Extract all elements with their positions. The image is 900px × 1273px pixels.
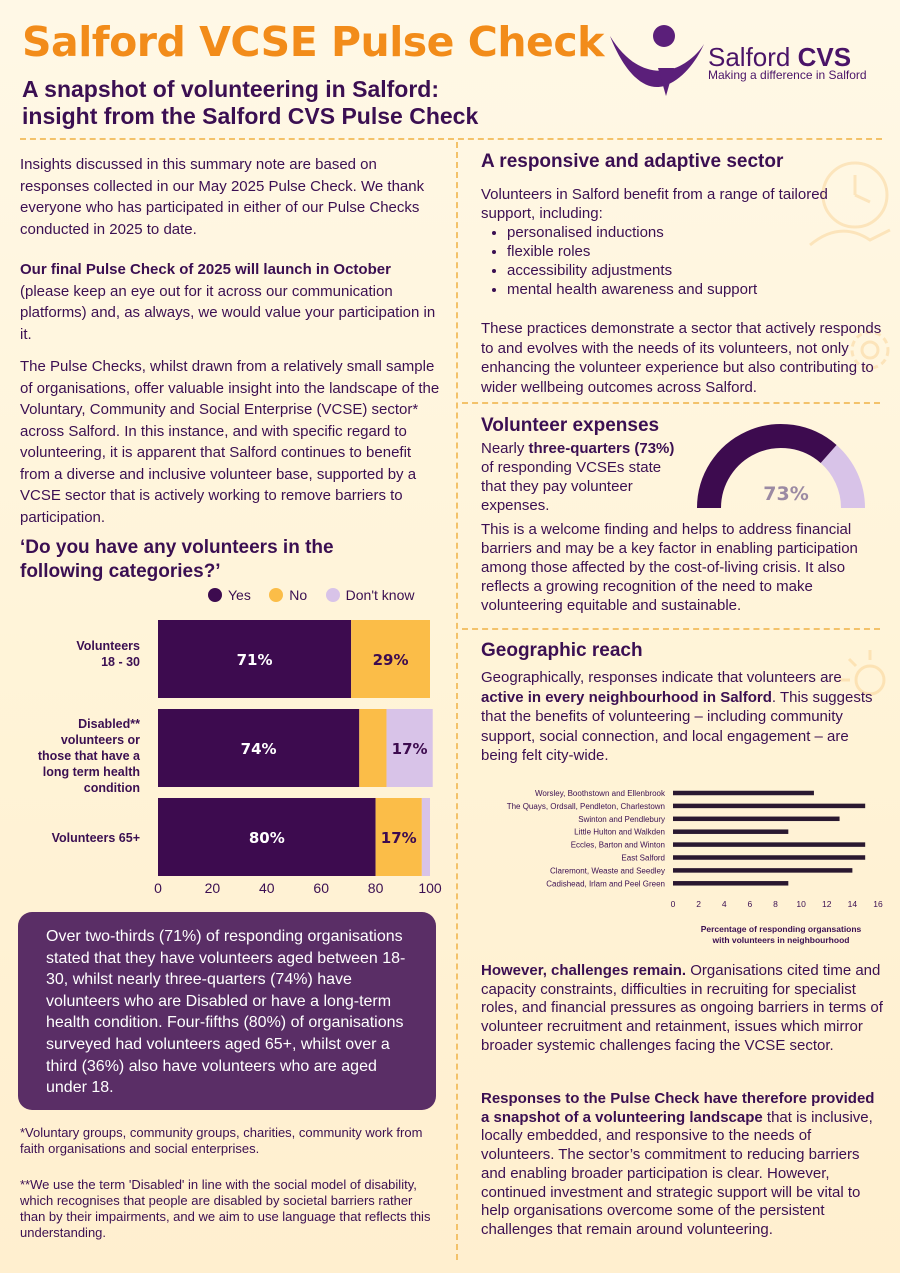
- subtitle-line-2: insight from the Salford CVS Pulse Check: [22, 103, 479, 129]
- geo-bar: [673, 868, 852, 873]
- footnote-disabled: **We use the term 'Disabled' in line with the social model of disability, which recognises that people are disabled by societal barriers rather than by their impairments, and we aim to use language that reflects this understanding.: [20, 1177, 431, 1240]
- y-label-disabled-volunteers: Disabled** volunteers or those that have a long term health condition: [37, 717, 140, 795]
- responsive-closing: These practices demonstrate a sector that actively responds to and evolves with the needs of its volunteers, not only enhancing the volunteer experience but also contributing to wider wellbeing outcomes across Salford.: [481, 320, 882, 396]
- geo-x-tick-label: 14: [847, 899, 858, 909]
- conclusion-text: Responses to the Pulse Check have therefore provided a snapshot of a volunteering landscape that is inclusive, locally embedded, and responsive to the needs of volunteers. The sector’s commitment to reducing barriers and enabling broader participation is clear. However, continued investment and strategic support will be vital to help organisations overcome some of the persistent challenges that remain around volunteering.: [481, 1090, 875, 1238]
- legend-yes: Yes: [208, 587, 251, 603]
- y-label-volunteers-18-30: Volunteers 18 - 30: [76, 639, 140, 669]
- list-item: • flexible roles: [507, 242, 897, 261]
- geo-x-tick-label: 2: [696, 899, 701, 909]
- geo-chart: [462, 786, 892, 951]
- bar-data-label: 74%: [240, 740, 277, 758]
- logo-tagline: Making a difference in Salford: [708, 68, 867, 82]
- geo-category-label: Cadishead, Irlam and Peel Green: [546, 879, 665, 889]
- geo-x-tick-label: 12: [822, 899, 832, 909]
- challenges-text: However, challenges remain. Organisations cited time and capacity constraints, difficulties in recruiting for specialist roles, and financial pressures as ongoing barriers in terms of volunteer recruitment and retainment, issues which mirror broader systemic challenges facing the VCSE sector.: [481, 962, 883, 1054]
- x-tick-label: 100: [418, 880, 442, 896]
- list-item: • mental health awareness and support: [507, 280, 897, 299]
- geo-bar: [673, 791, 814, 796]
- responsive-heading: A responsive and adaptive sector: [481, 151, 784, 172]
- expenses-paragraph-2: This is a welcome finding and helps to address financial barriers and may be a key factor in enabling participation among those affected by the cost-of-living crisis. It also reflects a growing recognition of the need to make volunteering equitable and sustainable.: [481, 521, 858, 614]
- chart-legend: [208, 587, 428, 605]
- geo-bar: [673, 855, 865, 860]
- geo-bar: [673, 817, 840, 822]
- geo-x-tick-label: 8: [773, 899, 778, 909]
- geo-bar: [673, 881, 788, 886]
- right-divider-2: [462, 628, 880, 630]
- intro-paragraph-1: Insights discussed in this summary note are based on responses collected in our May 2025 Pulse Check. We thank everyone who has participated in either of our Pulse Checks conducted in 2025 to date.: [20, 156, 425, 238]
- list-item: • personalised inductions: [507, 223, 897, 242]
- responsive-intro: Volunteers in Salford benefit from a range of tailored support, including:: [481, 186, 828, 222]
- bar-data-label: 71%: [236, 651, 273, 669]
- x-tick-label: 0: [154, 880, 162, 896]
- donut-value-label: 73%: [763, 483, 809, 505]
- volunteer-categories-chart: [0, 612, 450, 902]
- geo-x-label: Percentage of responding organsations with volunteers in neighbourhood: [700, 924, 862, 945]
- geo-category-label: Claremont, Weaste and Seedley: [549, 866, 665, 876]
- geo-category-label: The Quays, Ordsall, Pendleton, Charlestown: [506, 801, 665, 811]
- column-divider: [456, 142, 458, 1260]
- geo-bar: [673, 804, 865, 809]
- geo-category-label: Eccles, Barton and Winton: [570, 840, 665, 850]
- x-tick-label: 80: [367, 880, 384, 896]
- bar-data-label: 80%: [248, 829, 285, 847]
- salford-cvs-logo-icon: [606, 22, 706, 98]
- page-subtitle: [22, 76, 582, 130]
- intro-paragraph-3: The Pulse Checks, whilst drawn from a relatively small sample of organisations, offer valuable insight into the landscape of the Voluntary, Community and Social Enterprise (VCSE) sector* across Salford. In this instance, and with specific regard to volunteering, it is apparent that Salford continues to benefit from a diverse and inclusive volunteer base, supported by a VCSE sector that is actively working to remove barriers to participation.: [20, 358, 440, 526]
- page-title: Salford VCSE Pulse Check: [22, 18, 604, 66]
- expenses-half-donut-chart: [694, 416, 868, 512]
- geo-category-label: East Salford: [621, 853, 665, 863]
- x-tick-label: 60: [313, 880, 329, 896]
- logo-name: Salford CVS: [708, 42, 852, 72]
- subtitle-line-1: A snapshot of volunteering in Salford:: [22, 76, 439, 102]
- geo-bar: [673, 829, 788, 834]
- legend-dont-know: Don't know: [326, 587, 415, 603]
- right-divider-1: [462, 402, 880, 404]
- geo-x-tick-label: 4: [721, 899, 727, 909]
- geo-x-tick-label: 16: [873, 899, 883, 909]
- legend-no: No: [269, 587, 307, 603]
- volunteer-summary-callout: Over two-thirds (71%) of responding organisations stated that they have volunteers aged between 18-30, whilst nearly three-quarters (74%) have volunteers who are Disabled or have a long-term health condition. Four-fifths (80%) of organisations surveyed had volunteers aged 65+, whilst over a third (36%) also have volunteers who are aged under 18.: [18, 912, 436, 1110]
- expenses-text: Nearly three-quarters (73%) of responding VCSEs state that they pay volunteer expenses.: [481, 440, 675, 514]
- geo-text: Geographically, responses indicate that volunteers are active in every neighbourhood in Salford. This suggests that the benefits of volunteering – including community support, social connection, and local engagement – are being felt city-wide.: [481, 669, 873, 764]
- geo-category-label: Little Hulton and Walkden: [574, 827, 665, 837]
- x-tick-label: 20: [204, 880, 221, 896]
- bar-data-label: 17%: [380, 829, 417, 847]
- geo-x-tick-label: 0: [670, 899, 676, 909]
- geo-category-label: Worsley, Boothstown and Ellenbrook: [535, 789, 665, 798]
- intro-paragraph-2: Our final Pulse Check of 2025 will launch in October (please keep an eye out for it across our communication platforms) and, as always, we would value your participation in it.: [20, 261, 436, 343]
- geo-category-label: Swinton and Pendlebury: [578, 814, 665, 824]
- geo-heading: Geographic reach: [481, 640, 643, 661]
- donut-remainder-segment: [829, 454, 853, 508]
- y-label-volunteers-65: Volunteers 65+: [51, 831, 140, 845]
- x-tick-label: 40: [259, 880, 275, 896]
- geo-x-tick-label: 6: [747, 899, 753, 909]
- bar-no-1: [359, 709, 386, 787]
- list-item: • accessibility adjustments: [507, 261, 897, 280]
- bar-data-label: 29%: [372, 651, 409, 669]
- geo-x-tick-label: 10: [796, 899, 806, 909]
- bar-don-t-know-2: [422, 798, 430, 876]
- footnote-vcse: *Voluntary groups, community groups, charities, community work from faith organisations and social enterprises.: [20, 1125, 423, 1156]
- support-list: [481, 223, 897, 299]
- header-divider: [20, 138, 882, 140]
- chart-heading: ‘Do you have any volunteers in the following categories?’: [20, 537, 334, 582]
- geo-bar: [673, 842, 865, 847]
- expenses-heading: Volunteer expenses: [481, 415, 660, 436]
- bar-data-label: 17%: [391, 740, 428, 758]
